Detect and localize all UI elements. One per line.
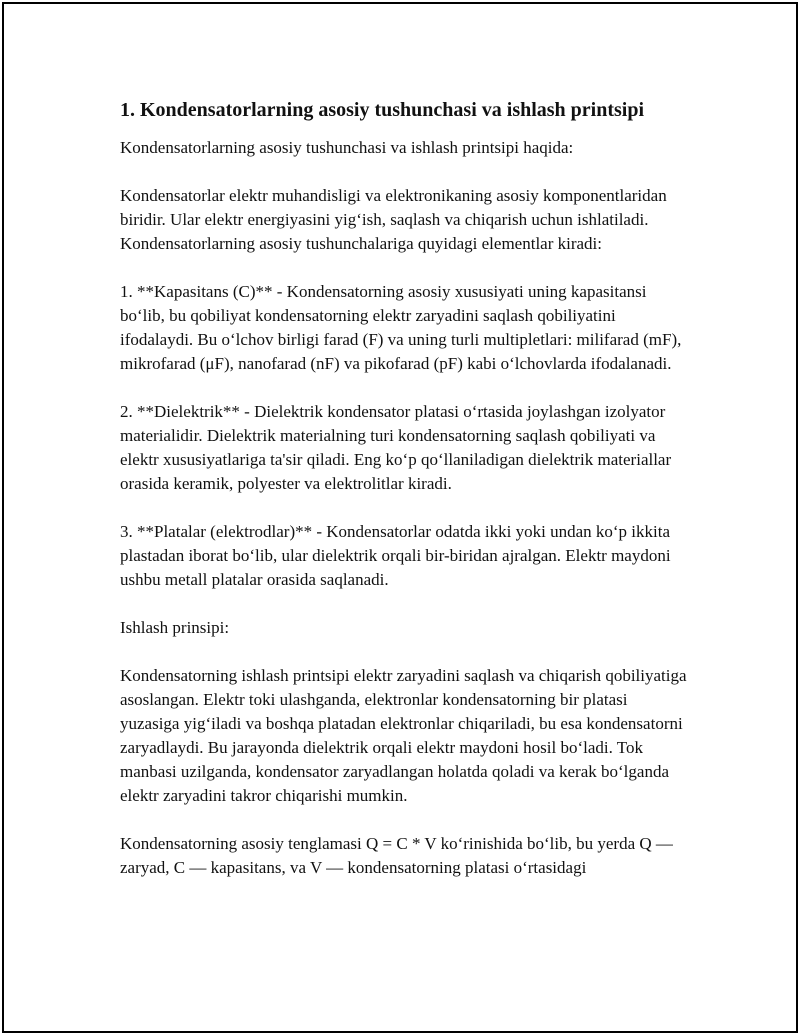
paragraph-dielectric: 2. **Dielektrik** - Dielektrik kondensator platasi o‘rtasida joylashgan izolyator materialidir. Dielektrik materialning turi kondensatorning saqlash qobiliyati va elektr xususiyatlariga ta'sir qiladi. Eng ko‘p qo‘llaniladigan dielektrik materiallar orasida keramik, polyester va elektrolitlar kiradi. bbox=[120, 402, 672, 493]
paragraph-plates: 3. **Platalar (elektrodlar)** - Kondensatorlar odatda ikki yoki undan ko‘p ikkita plastadan iborat bo‘lib, ular dielektrik orqali bir-biridan ajralgan. Elektr maydoni ushbu metall platalar orasida saqlanadi. bbox=[120, 522, 671, 589]
paragraph-capacitance: 1. **Kapasitans (C)** - Kondensatorning asosiy xususiyati uning kapasitansi bo‘lib, bu qobiliyat kondensatorning elektr zaryadini saqlash qobiliyatini ifodalaydi. Bu o‘lchov birligi farad (F) va uning turli multipletlari: milifarad (mF), mikrofarad (μF), nanofarad (nF) va pikofarad (pF) kabi o‘lchovlarda ifodalanadi. bbox=[120, 282, 682, 373]
paragraph-equation: Kondensatorning asosiy tenglamasi Q = C * V ko‘rinishida bo‘lib, bu yerda Q — zaryad, C — kapasitans, va V — kondensatorning platasi o‘rtasidagi bbox=[120, 834, 673, 877]
paragraph-intro: Kondensatorlarning asosiy tushunchasi va ishlash printsipi haqida: bbox=[120, 138, 574, 157]
section-heading-principle: Ishlash prinsipi: bbox=[120, 618, 230, 637]
document-page bbox=[2, 2, 798, 1033]
paragraph-principle: Kondensatorning ishlash printsipi elektr zaryadini saqlash va chiqarish qobiliyatiga asoslangan. Elektr toki ulashganda, elektronlar kondensatorning bir platasi yuzasiga yig‘iladi va boshqa platadan elektronlar chiqariladi, bu esa kondensatorni zaryadlaydi. Bu jarayonda dielektrik orqali elektr maydoni hosil bo‘ladi. Tok manbasi uzilganda, kondensator zaryadlangan holatda qoladi va kerak bo‘lganda elektr zaryadini takror chiqarishi mumkin. bbox=[120, 666, 687, 805]
document-body bbox=[120, 96, 690, 904]
paragraph-overview: Kondensatorlar elektr muhandisligi va elektronikaning asosiy komponentlaridan biridir. Ular elektr energiyasini yig‘ish, saqlash va chiqarish uchun ishlatiladi. Kondensatorlarning asosiy tushunchalariga quyidagi elementlar kiradi: bbox=[120, 186, 667, 253]
document-title: 1. Kondensatorlarning asosiy tushunchasi va ishlash printsipi bbox=[120, 99, 645, 121]
